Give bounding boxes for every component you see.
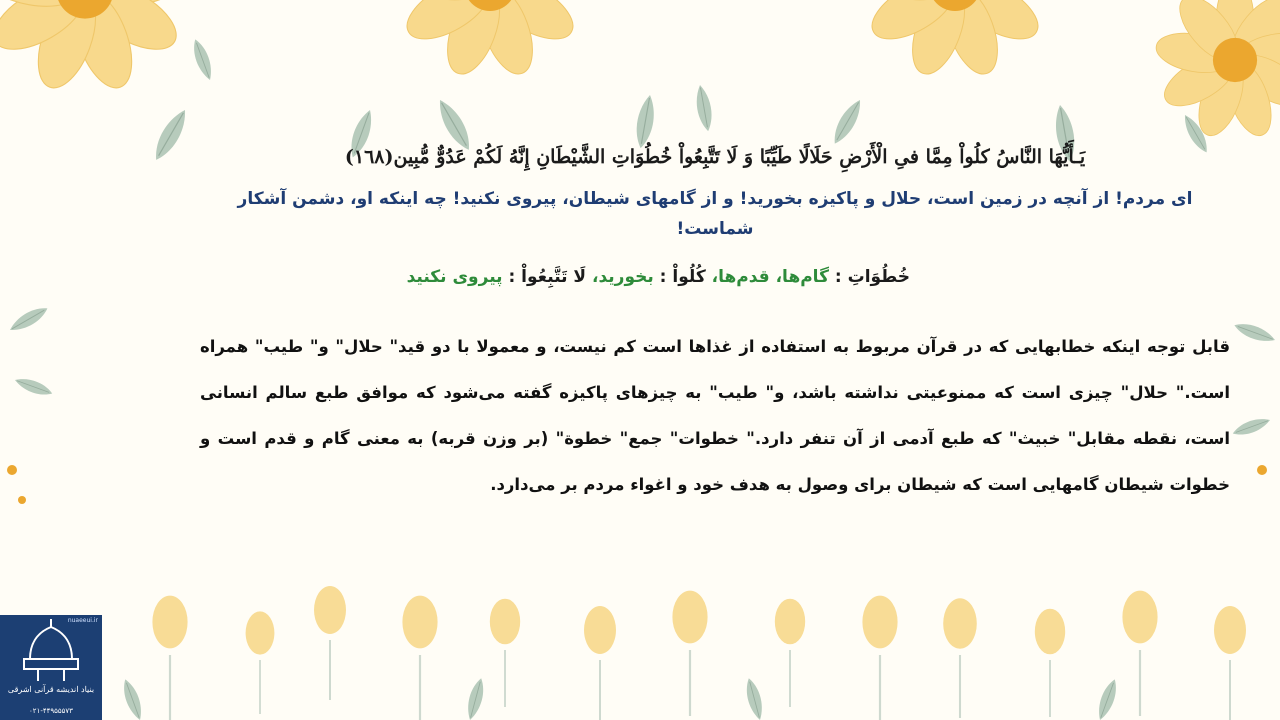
glossary-meaning: گام‌ها، قدم‌ها، <box>711 267 829 287</box>
glossary-term: لَا تَتَّبِعُواْ <box>521 267 593 287</box>
logo-org-name: بنیاد اندیشه قرآنی اشرقی <box>7 685 95 694</box>
logo-url: nuaeeui.ir <box>67 617 98 624</box>
logo-phone: ۰۲۱-۴۴۹۵۵۵۷۳ <box>29 707 73 715</box>
glossary-meaning: بخورید، <box>592 267 654 287</box>
verse-translation-persian: ای مردم! از آنچه در زمین است، حلال و پاکیزه بخورید! و از گامهای شیطان، پیروی نکنید! چه اینکه او، دشمن آشکار شماست! <box>237 189 1193 239</box>
glossary-meaning: پیروی نکنید <box>406 267 503 287</box>
glossary-separator: : <box>502 267 522 287</box>
slide-content <box>200 130 1230 508</box>
commentary-paragraph: قابل توجه اینکه خطابهایی که در قرآن مربوط به استفاده از غذاها است کم نیست، و معمولا با دو قید" حلال" و" طیب" همراه است." حلال" چیزی است که ممنوعیتی نداشته باشد، و" طیب" به چیزهای پاکیزه گفته می‌شود که موافق طبع سالم انسانی است، نقطه مقابل" خبیث" که طبع آدمی از آن تنفر دارد." خطوات" جمع" خطوة" (بر وزن قربه) به معنی گام و قدم است و خطوات شیطان گامهایی است که شیطان برای وصول به هدف خود و اغواء مردم بر می‌دارد. <box>200 337 1230 494</box>
word-glossary <box>200 262 910 292</box>
top-flower-left <box>0 0 191 95</box>
organization-logo <box>0 615 102 720</box>
mosque-emblem-icon <box>0 615 102 720</box>
glossary-term: خُطُوَاتِ <box>847 267 910 287</box>
glossary-separator: : <box>653 267 673 287</box>
glossary-separator: : <box>828 267 848 287</box>
glossary-term: كُلُواْ <box>672 267 712 287</box>
quran-verse-arabic: يَـأَيُّهَا النَّاسُ كلُواْ مِمَّا فىِ الْأَرْضِ حَلَالًا طَيِّبًا وَ لَا تَتَّبِعُواْ خُطُوَاتِ الشَّيْطَانِ إِنَّهُ لَكُمْ عَدُوٌّ مُّبِين(١٦٨) <box>344 146 1086 168</box>
